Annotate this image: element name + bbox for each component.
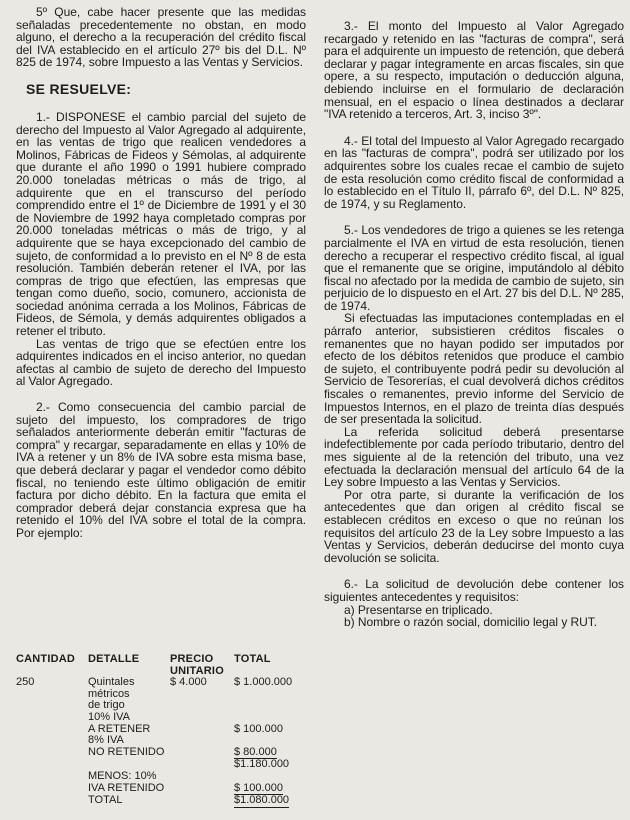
table-header (16, 654, 316, 677)
header-detalle: DETALLE (88, 653, 140, 665)
cell-total: $ 1.000.000 (234, 676, 293, 689)
table-row (16, 735, 316, 747)
article-1: 1.- DISPONESE el cambio parcial del sujeto de derecho del Impuesto al Valor Agregado al adquirente, en las ventas de trigo que realicen vendedores a Molinos, Fábricas de Fideos y Sémolas, al adquirente que durante el año 1990 o 1991 hubiere comprado 20.000 toneladas métricas o más de trigo, al adquirente que en el transcurso del período comprendido entre el 1º de Diciembre de 1991 y el 30 de Noviembre de 1992 haya completado compras por 20.000 toneladas métricas o más de trigo, y al adquirente que se haya excepcionado del cambio de sujeto, de conformidad a lo previsto en el Nº 8 de esta resolución. También deberán retener el IVA, por las compras de trigo que efectúen, las empresas que tengan como dueño, socio, comunero, accionista de sociedad anónima cerrada a los Molinos, Fábricas de Fideos, de Sémola, y demás adquirentes obligados a retener el tributo. (16, 109, 306, 339)
cell-detalle: Quintales (88, 676, 135, 689)
article-5: 5.- Los vendedores de trigo a quienes se les retenga parcialmente el IVA en virtud de esta resolución, tienen derecho a recuperar el respectivo crédito fiscal, al igual que el remanente que se origine, imputándolo al débito fiscal no afectado por la medida de cambio de sujeto, sin perjuicio de lo dispuesto en el Art. 27 bis del D.L. Nº 285, de 1974. (324, 223, 624, 313)
cell-detalle: 10% IVA (88, 710, 130, 723)
article-4: 4.- El total del Impuesto al Valor Agregado recargado en las "facturas de compra", podrá ser utilizado por los adquirentes sobre los cuales recae el cambio de sujeto de esta resolución como crédito fiscal de conformidad a lo establecido en el Título II, párrafo 6º, del D.L. Nº 825, de 1974, y su Reglamento. (324, 133, 624, 211)
table-row (16, 689, 316, 701)
header-precio (170, 654, 234, 677)
example-table (16, 654, 316, 808)
cell-cantidad: 250 (16, 676, 35, 689)
article-1-paragraph-2: Las ventas de trigo que se efectúen entre los adquirentes indicados en el inciso anterior, no quedan afectas al cambio de sujeto de derecho del Impuesto al Valor Agregado. (16, 336, 306, 389)
cell-detalle: de trigo (88, 699, 125, 712)
table-row (16, 771, 316, 783)
table-row (16, 759, 316, 771)
table-row (16, 677, 316, 689)
article-5-paragraph-4: Por otra parte, si durante la verificación de los antecedentes que dan origen al crédito fiscal se establecen créditos en exceso o que no reúnan los requisitos del artículo 23 de la Ley sobre Impuesto a las Ventas y Servicios, deberán deducirse del monto cuya devolución se solicita. (324, 487, 624, 565)
header-precio-label: PRECIO (170, 653, 214, 665)
cell-total: $ 100.000 (234, 722, 283, 735)
cell-detalle: A RETENER (88, 722, 151, 735)
table-row (16, 700, 316, 712)
cell-precio: $ 4.000 (170, 676, 207, 689)
right-column (324, 20, 624, 629)
cell-detalle: NO RETENIDO (88, 745, 165, 758)
article-3: 3.- El monto del Impuesto al Valor Agregado recargado y retenido en las "facturas de compra", será para el adquirente un impuesto de retención, que deberá declarar y pagar íntegramente en arcas fiscales, sin que opere, a su respecto, imputación o deducción alguna, debiendo incluirse en el formulario de declaración mensual, en el espacio o línea destinados a declarar "IVA retenido a terceros, Art. 3, inciso 3º". (324, 19, 624, 122)
cell-detalle: TOTAL (88, 794, 123, 807)
article-6: 6.- La solicitud de devolución debe contener los siguientes antecedentes y requisitos: (324, 577, 624, 604)
header-total: TOTAL (234, 653, 271, 665)
table-row (16, 724, 316, 736)
article-6-item-b: b) Nombre o razón social, domicilio legal y RUT. (344, 615, 598, 630)
table-row (16, 712, 316, 724)
left-column (16, 6, 306, 540)
cell-detalle: métricos (88, 687, 130, 700)
article-2: 2.- Como consecuencia del cambio parcial de sujeto del impuesto, los compradores de trigo señalados anteriormente deberán emitir "facturas de compra" y recargar, separadamente en ellas y 10% de IVA a retener y un 8% de IVA sobre esta misma base, que deberá declarar y pagar el vendedor como débito fiscal, no teniendo este último obligación de emitir factura por dicho débito. En la factura que emita el comprador deberá dejar constancia expresa que ha retenido el 10% del IVA sobre el total de la compra. Por ejemplo: (16, 400, 306, 540)
cell-total: $ 80.000 (234, 745, 277, 758)
resolution-heading: SE RESUELVE: (26, 80, 132, 97)
article-6-item-a: a) Presentarse en triplicado. (344, 602, 493, 617)
cell-detalle: IVA RETENIDO (88, 781, 165, 794)
table-row (16, 795, 316, 808)
article-5-paragraph-3: La referida solicitud deberá presentarse indefectiblemente por cada período tributario, dentro del mes siguiente al de la retención del tributo, una vez efectuada la declaración mensual del artículo 64 de la Ley sobre Impuesto a las Ventas y Servicios. (324, 424, 624, 490)
cell-total: $ 100.000 (234, 781, 283, 794)
considerando-5: 5º Que, cabe hacer presente que las medidas señaladas precedentemente no obstan, en modo alguno, el derecho a la recuperación del crédito fiscal del IVA establecido en el artículo 27º bis del D.L. Nº 825 de 1974, sobre Impuesto a las Ventas y Servicios. (16, 5, 306, 70)
cell-grand-total: $1.080.000 (234, 794, 290, 807)
cell-subtotal: $1.180.000 (234, 758, 290, 771)
header-cantidad: CANTIDAD (16, 653, 76, 665)
cell-detalle: 8% IVA (88, 734, 124, 747)
header-precio-sub: UNITARIO (170, 664, 224, 677)
cell-detalle: MENOS: 10% (88, 769, 157, 782)
article-5-paragraph-2: Si efectuadas las imputaciones contempladas en el párrafo anterior, subsistieren créditos fiscales o remanentes que no hayan podido ser imputados por efecto de los débitos retenidos que produce el cambio de sujeto, el contribuyente podrá pedir su devolución al Servicio de Tesorerías, el cual devolverá dichos créditos fiscales o remanentes, previo informe del Servicio de Impuestos Internos, en el plazo de treinta días después de ser presentada la solicitud. (324, 311, 624, 427)
